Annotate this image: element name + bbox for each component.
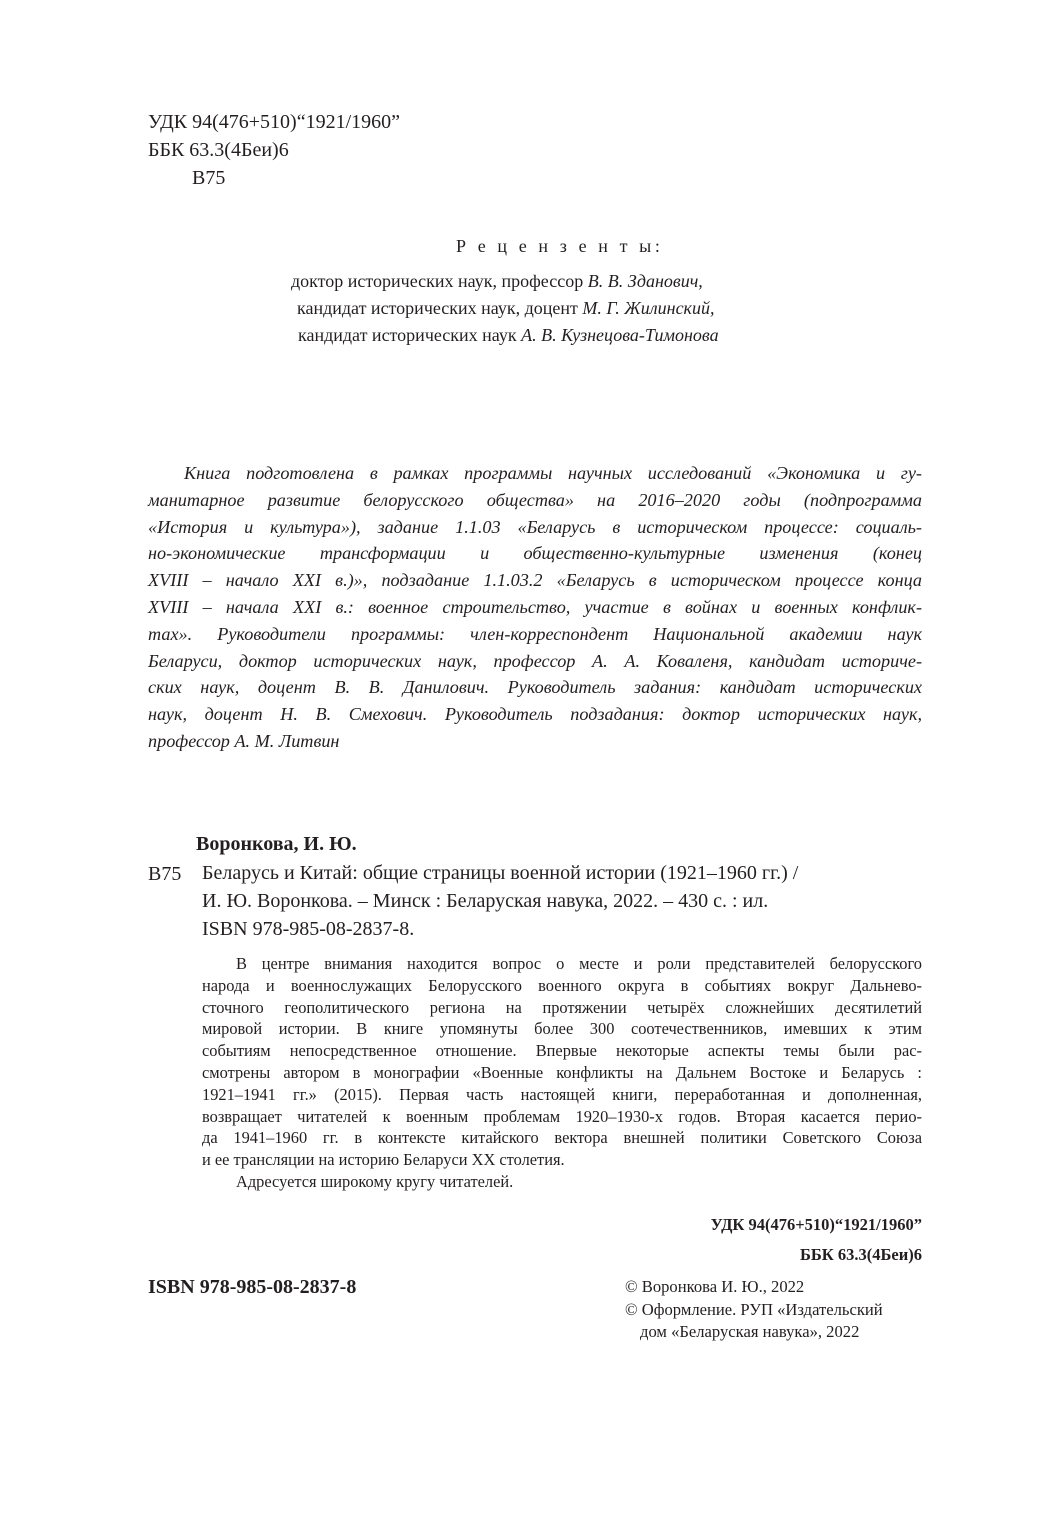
author-mark: В75 xyxy=(192,167,226,189)
reviewer-name: А. В. Кузнецова-Тимонова xyxy=(521,325,719,345)
annotation-line: 1921–1941 гг.» (2015). Первая часть настоящей книги, переработанная и дополненная, xyxy=(202,1084,922,1104)
funding-line: тах». Руководители программы: член-корреспондент Национальной академии наук xyxy=(148,623,922,644)
udk-code: УДК 94(476+510)“1921/1960” xyxy=(148,111,401,133)
funding-line: профессор А. М. Литвин xyxy=(148,730,340,751)
funding-line: «История и культура»), задание 1.1.03 «Беларусь в историческом процессе: социаль- xyxy=(148,516,922,537)
audience-line: Адресуется широкому кругу читателей. xyxy=(236,1171,514,1191)
copyright-line: дом «Беларуская навука», 2022 xyxy=(640,1322,860,1341)
copyright-block xyxy=(625,1276,883,1344)
annotation-line: сточного геополитического региона на протяжении четырёх сложнейших десятилетий xyxy=(202,997,922,1017)
catalog-title xyxy=(202,859,798,943)
funding-line: Беларуси, доктор исторических наук, профессор А. А. Коваленя, кандидат историче- xyxy=(148,650,922,671)
title-line: Беларусь и Китай: общие страницы военной истории (1921–1960 гг.) / xyxy=(202,862,799,884)
reviewer-title: кандидат исторических наук xyxy=(298,325,522,345)
reviewer-name: М. Г. Жилинский, xyxy=(582,298,715,318)
reviewer-line xyxy=(297,295,714,322)
copyright-line: © Воронкова И. Ю., 2022 xyxy=(625,1277,805,1296)
reviewer-line xyxy=(298,322,719,349)
annotation-line: событиям непосредственное отношение. Впервые некоторые аспекты темы были рас- xyxy=(202,1041,922,1061)
funding-line: ских наук, доцент В. В. Данилович. Руководитель задания: кандидат исторических xyxy=(148,677,922,698)
funding-line: манитарное развитие белорусского общества» на 2016–2020 годы (подпрограмма xyxy=(148,489,922,510)
funding-line: XVIII – начала XXI в.: военное строительство, участие в войнах и военных конфлик- xyxy=(148,596,922,617)
annotation-line: возвращает читателей к военным проблемам 1920–1930-х годов. Вторая касается перио- xyxy=(202,1106,922,1126)
annotation-line: смотрены автором в монографии «Военные конфликты на Дальнем Востоке и Беларусь : xyxy=(202,1062,922,1082)
footer-isbn: ISBN 978-985-08-2837-8 xyxy=(148,1276,357,1298)
copyright-line: © Оформление. РУП «Издательский xyxy=(625,1299,883,1319)
catalog-author: Воронкова, И. Ю. xyxy=(196,833,357,855)
bbk-code: ББК 63.3(4Беи)6 xyxy=(148,139,289,161)
funding-line: XVIII – начало XXI в.)», подзадание 1.1.03.2 «Беларусь в историческом процессе конца xyxy=(148,570,922,591)
reviewer-title: доктор исторических наук, профессор xyxy=(291,271,588,291)
funding-line: Книга подготовлена в рамках программы научных исследований «Экономика и гу- xyxy=(184,463,922,483)
catalog-mark: В75 xyxy=(148,863,182,885)
annotation xyxy=(202,953,922,1193)
reviewer-title: кандидат исторических наук, доцент xyxy=(297,298,583,318)
annotation-line: и ее трансляции на историю Беларуси XX столетия. xyxy=(202,1150,565,1170)
funding-note xyxy=(148,460,922,755)
title-line: И. Ю. Воронкова. – Минск : Беларуская навука, 2022. – 430 с. : ил. xyxy=(202,890,769,912)
footer-udk: УДК 94(476+510)“1921/1960” xyxy=(710,1215,922,1234)
reviewer-name: В. В. Зданович, xyxy=(587,271,703,291)
reviewers-heading: Р е ц е н з е н т ы: xyxy=(456,236,664,256)
annotation-line: народа и военнослужащих Белорусского военного округа в событиях вокруг Дальнево- xyxy=(202,975,922,995)
footer-bbk: ББК 63.3(4Беи)6 xyxy=(799,1245,922,1264)
classification-codes xyxy=(148,108,400,192)
annotation-line: мировой истории. В книге упомянуты более 300 соотечественников, имевших к этим xyxy=(202,1019,922,1039)
title-line: ISBN 978-985-08-2837-8. xyxy=(202,918,415,940)
reviewer-line xyxy=(291,268,703,295)
annotation-line: В центре внимания находится вопрос о месте и роли представителей белорусского xyxy=(236,954,922,973)
funding-line: но-экономические трансформации и общественно-культурные изменения (конец xyxy=(148,543,922,564)
annotation-line: да 1941–1960 гг. в контексте китайского вектора внешней политики Советского Союза xyxy=(202,1128,922,1148)
funding-line: наук, доцент Н. В. Смехович. Руководитель подзадания: доктор исторических наук, xyxy=(148,704,922,725)
